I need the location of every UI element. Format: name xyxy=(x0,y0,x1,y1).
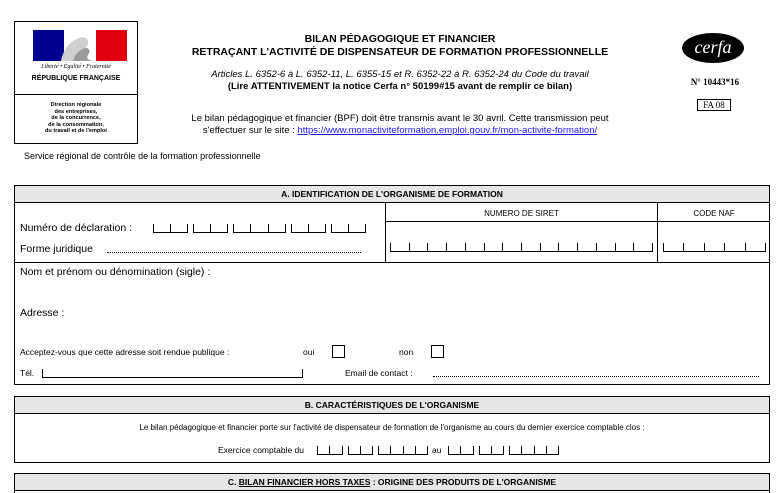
field-tick xyxy=(558,243,559,252)
field-tick xyxy=(372,446,373,455)
republique-francaise: RÉPUBLIQUE FRANÇAISE xyxy=(31,75,121,82)
siret-header: NUMERO DE SIRET xyxy=(484,209,559,218)
field-tick xyxy=(652,243,653,252)
field-tick xyxy=(745,243,746,252)
exercice-end-field[interactable] xyxy=(448,445,558,455)
intro-text xyxy=(150,113,650,137)
field-tick xyxy=(291,224,292,233)
field-tick xyxy=(153,224,154,233)
section-b-title: B. CARACTÉRISTIQUES DE L'ORGANISME xyxy=(15,397,769,414)
nom-label: Nom et prénom ou dénomination (sigle) : xyxy=(20,266,211,278)
section-c xyxy=(14,473,770,493)
field-tick xyxy=(308,224,309,233)
field-baseline xyxy=(663,251,765,252)
field-tick xyxy=(473,446,474,455)
field-tick xyxy=(285,224,286,233)
field-tick xyxy=(329,446,330,455)
field-tick xyxy=(210,224,211,233)
field-baseline xyxy=(233,232,284,233)
form-title-line2: RETRAÇANT L'ACTIVITÉ DE DISPENSATEUR DE FORMATION PROFESSIONNELLE xyxy=(191,46,609,58)
field-baseline xyxy=(42,377,302,378)
field-tick xyxy=(342,446,343,455)
email-label: Email de contact : xyxy=(345,368,413,378)
field-tick xyxy=(427,446,428,455)
section-a-title: A. IDENTIFICATION DE L'ORGANISME DE FORMATION xyxy=(15,186,769,203)
field-tick xyxy=(546,446,547,455)
field-tick xyxy=(378,446,379,455)
field-tick xyxy=(724,243,725,252)
field-tick xyxy=(491,446,492,455)
non-checkbox[interactable] xyxy=(431,345,444,358)
field-tick xyxy=(484,243,485,252)
field-tick xyxy=(302,369,303,378)
forme-juridique-field[interactable] xyxy=(107,252,361,253)
section-b-text: Le bilan pédagogique et financier porte sur l'activité de dispensateur de formation de l'organisme au cours du dernier exercice comptable clos : xyxy=(139,423,645,432)
forme-juridique-label: Forme juridique xyxy=(20,243,93,255)
field-tick xyxy=(187,224,188,233)
field-tick xyxy=(704,243,705,252)
au-label: au xyxy=(432,445,442,455)
field-tick xyxy=(521,446,522,455)
field-tick xyxy=(331,224,332,233)
field-tick xyxy=(460,446,461,455)
tel-label: Tél. xyxy=(20,368,35,378)
field-tick xyxy=(365,224,366,233)
field-tick xyxy=(479,446,480,455)
tel-field[interactable] xyxy=(42,368,302,378)
field-tick xyxy=(446,243,447,252)
oui-checkbox[interactable] xyxy=(332,345,345,358)
field-tick xyxy=(390,243,391,252)
marianne-emblem-icon xyxy=(33,30,127,61)
notice-warning: (Lire ATTENTIVEMENT la notice Cerfa n° 50199#15 avant de remplir ce bilan) xyxy=(227,81,573,92)
numero-declaration-field[interactable] xyxy=(153,223,365,233)
exercice-label: Exercice comptable du xyxy=(218,445,304,455)
intro-line1: Le bilan pédagogique et financier (BPF) doit être transmis avant le 30 avril. Cette transmission peut xyxy=(191,113,609,124)
field-tick xyxy=(615,243,616,252)
field-tick xyxy=(509,446,510,455)
field-tick xyxy=(540,243,541,252)
field-tick xyxy=(325,224,326,233)
legal-articles: Articles L. 6352-6 à L. 6352-11, L. 6355-15 et R. 6352-22 à R. 6352-24 du Code du travail xyxy=(211,69,589,80)
naf-header: CODE NAF xyxy=(693,209,735,218)
prefecture-logo-block xyxy=(14,21,138,144)
service-name: Service régional de contrôle de la formation professionnelle xyxy=(24,151,261,161)
field-tick xyxy=(233,224,234,233)
field-tick xyxy=(317,446,318,455)
field-tick xyxy=(409,243,410,252)
section-b xyxy=(14,396,770,463)
field-tick xyxy=(633,243,634,252)
form-code: FA 08 xyxy=(697,99,731,111)
republic-motto: Liberté • Égalité • Fraternité xyxy=(41,64,111,70)
field-tick xyxy=(348,224,349,233)
field-tick xyxy=(502,243,503,252)
cerfa-logo: cerfa xyxy=(682,33,744,63)
section-a xyxy=(14,185,770,385)
non-label: non xyxy=(399,347,414,357)
field-tick xyxy=(170,224,171,233)
section-c-suffix: : ORIGINE DES PRODUITS DE L'ORGANISME xyxy=(370,477,557,487)
adresse-label: Adresse : xyxy=(20,307,65,319)
marianne-logo xyxy=(15,22,137,95)
public-address-question: Acceptez-vous que cette adresse soit rendue publique : xyxy=(20,347,230,357)
field-tick xyxy=(765,243,766,252)
field-tick xyxy=(596,243,597,252)
submission-link[interactable]: https://www.monactiviteformation.emploi.gouv.fr/mon-activite-formation/ xyxy=(297,125,598,136)
field-tick xyxy=(193,224,194,233)
field-tick xyxy=(42,369,43,378)
field-tick xyxy=(227,224,228,233)
field-tick xyxy=(558,446,559,455)
field-tick xyxy=(268,224,269,233)
field-tick xyxy=(465,243,466,252)
field-tick xyxy=(390,446,391,455)
form-title-line1: BILAN PÉDAGOGIQUE ET FINANCIER xyxy=(304,33,496,45)
field-tick xyxy=(403,446,404,455)
field-tick xyxy=(534,446,535,455)
section-c-title xyxy=(15,474,769,491)
field-tick xyxy=(360,446,361,455)
field-tick xyxy=(683,243,684,252)
field-tick xyxy=(250,224,251,233)
section-c-underlined: BILAN FINANCIER HORS TAXES xyxy=(238,477,371,487)
section-c-prefix: C. xyxy=(227,477,239,487)
email-field[interactable] xyxy=(433,376,759,377)
divider xyxy=(15,262,769,263)
cerfa-number: N° 10443*16 xyxy=(690,77,740,87)
numero-declaration-label: Numéro de déclaration : xyxy=(20,222,133,234)
naf-field[interactable] xyxy=(663,242,765,252)
divider xyxy=(385,221,769,222)
field-tick xyxy=(521,243,522,252)
siret-field[interactable] xyxy=(390,242,652,252)
field-tick xyxy=(348,446,349,455)
field-tick xyxy=(415,446,416,455)
field-tick xyxy=(503,446,504,455)
field-tick xyxy=(448,446,449,455)
field-tick xyxy=(577,243,578,252)
field-tick xyxy=(663,243,664,252)
exercice-start-field[interactable] xyxy=(317,445,427,455)
intro-line2-prefix: s'effectuer sur le site : xyxy=(202,125,298,136)
field-tick xyxy=(427,243,428,252)
direction-regionale: Direction régionale des entreprises, de la concurrence, de la consommation, du travail et de l'emploi xyxy=(45,102,107,135)
oui-label: oui xyxy=(303,347,315,357)
